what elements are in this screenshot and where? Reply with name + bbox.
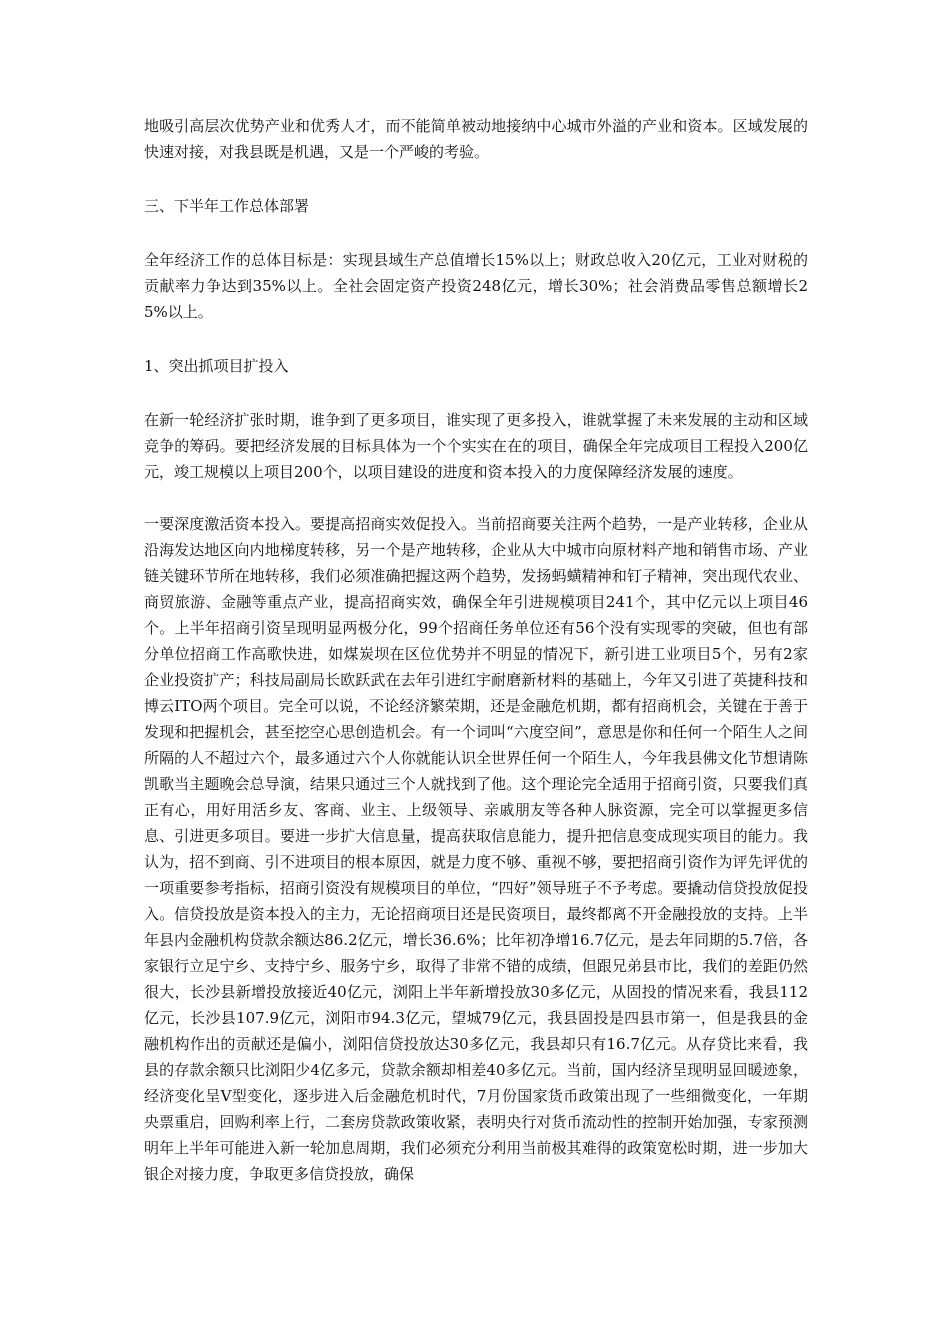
paragraph-project-investment: 在新一轮经济扩张时期，谁争到了更多项目，谁实现了更多投入，谁就掌握了未来发展的主动和区域竞争的筹码。要把经济发展的目标具体为一个个实实在在的项目，确保全年完成项目工程投入200亿元，竣工规模以上项目200个，以项目建设的进度和资本投入的力度保障经济发展的速度。	[144, 411, 808, 481]
paragraph-intro-continuation: 地吸引高层次优势产业和优秀人才，而不能简单被动地接纳中心城市外溢的产业和资本。区域发展的快速对接，对我县既是机遇，又是一个严峻的考验。	[144, 117, 808, 161]
document-body	[144, 113, 808, 1187]
paragraph-capital-investment: 一要深度激活资本投入。要提高招商实效促投入。当前招商要关注两个趋势，一是产业转移，企业从沿海发达地区向内地梯度转移，另一个是产地转移，企业从大中城市向原材料产地和销售市场、产业链关键环节所在地转移，我们必须准确把握这两个趋势，发扬蚂蟥精神和钉子精神，突出现代农业、商贸旅游、金融等重点产业，提高招商实效，确保全年引进规模项目241个，其中亿元以上项目46个。上半年招商引资呈现明显两极分化，99个招商任务单位还有56个没有实现零的突破，但也有部分单位招商工作高歌快进，如煤炭坝在区位优势并不明显的情况下，新引进工业项目5个，另有2家企业投资扩产；科技局副局长欧跃武在去年引进红宇耐磨新材料的基础上，今年又引进了英捷科技和博云ITO两个项目。完全可以说，不论经济繁荣期，还是金融危机期，都有招商机会，关键在于善于发现和把握机会，甚至挖空心思创造机会。有一个词叫“六度空间”，意思是你和任何一个陌生人之间所隔的人不超过六个，最多通过六个人你就能认识全世界任何一个陌生人，今年我县佛文化节想请陈凯歌当主题晚会总导演，结果只通过三个人就找到了他。这个理论完全适用于招商引资，只要我们真正有心，用好用活乡友、客商、业主、上级领导、亲戚朋友等各种人脉资源，完全可以掌握更多信息、引进更多项目。要进一步扩大信息量，提高获取信息能力，提升把信息变成现实项目的能力。我认为，招不到商、引不进项目的根本原因，就是力度不够、重视不够，要把招商引资作为评先评优的一项重要参考指标，招商引资没有规模项目的单位，“四好”领导班子不予考虑。要撬动信贷投放促投入。信贷投放是资本投入的主力，无论招商项目还是民资项目，最终都离不开金融投放的支持。上半年县内金融机构贷款余额达86.2亿元，增长36.6%；比年初净增16.7亿元，是去年同期的5.7倍，各家银行立足宁乡、支持宁乡、服务宁乡，取得了非常不错的成绩，但跟兄弟县市比，我们的差距仍然很大，长沙县新增投放接近40亿元，浏阳上半年新增投放30多亿元，从固投的情况来看，我县112亿元，长沙县107.9亿元，浏阳市94.3亿元，望城79亿元，我县固投是四县市第一，但是我县的金融机构作出的贡献还是偏小，浏阳信贷投放达30多亿元，我县却只有16.7亿元。从存贷比来看，我县的存款余额只比浏阳少4亿多元，贷款余额却相差40多亿元。当前，国内经济呈现明显回暖迹象，经济变化呈V型变化，逐步进入后金融危机时代，7月份国家货币政策出现了一些细微变化，一年期央票重启，回购利率上行，二套房贷款政策收紧，表明央行对货币流动性的控制开始加强，专家预测明年上半年可能进入新一轮加息周期，我们必须充分利用当前极其难得的政策宽松时期，进一步加大银企对接力度，争取更多信贷投放，确保	[144, 515, 808, 1183]
section-heading-work-plan: 三、下半年工作总体部署	[144, 197, 310, 215]
subsection-heading-projects: 1、突出抓项目扩投入	[144, 357, 289, 375]
paragraph-annual-targets: 全年经济工作的总体目标是：实现县域生产总值增长15%以上；财政总收入20亿元，工业对财税的贡献率力争达到35%以上。全社会固定资产投资248亿元，增长30%；社会消费品零售总额增长25%以上。	[144, 251, 808, 321]
